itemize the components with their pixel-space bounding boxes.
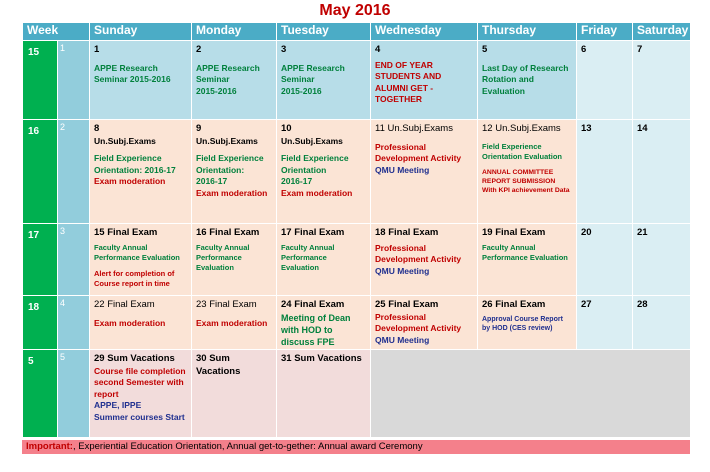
- event-text: QMU Meeting: [375, 164, 430, 175]
- day-cell: [371, 41, 478, 120]
- week-number: 17: [23, 224, 58, 296]
- week-index: 2: [58, 120, 90, 224]
- event-text: ANNUAL COMMITTEE REPORT SUBMISSION: [482, 169, 556, 186]
- event-text: Un.Subj.Exams: [196, 135, 258, 146]
- day-date: 6: [581, 44, 587, 55]
- day-date: 18 Final Exam: [375, 227, 439, 238]
- day-date: 26 Final Exam: [482, 299, 546, 310]
- day-date: 3: [281, 44, 287, 55]
- event-text: 2016-17: [281, 176, 313, 187]
- event-text: END OF YEAR STUDENTS AND ALUMNI GET - TOGETHER: [375, 59, 442, 105]
- event-text: 2016-17: [196, 176, 228, 187]
- header-saturday: Saturday: [633, 23, 691, 41]
- week-row: [23, 350, 691, 438]
- day-cell: [90, 296, 192, 350]
- day-date: 2: [196, 44, 202, 55]
- day-cell: [371, 224, 478, 296]
- day-date: 7: [637, 44, 643, 55]
- day-cell: [90, 224, 192, 296]
- day-cell: [478, 41, 577, 120]
- day-cell: [577, 41, 633, 120]
- day-date: 19 Final Exam: [482, 227, 546, 238]
- day-date: 27: [581, 299, 592, 310]
- day-cell: [633, 41, 691, 120]
- event-text: QMU Meeting: [375, 265, 430, 276]
- event-text: Field Experience Orientation: 2016-17: [94, 153, 176, 175]
- day-date: 13: [581, 123, 592, 134]
- day-date: 25 Final Exam: [375, 299, 439, 310]
- day-cell: [277, 350, 371, 438]
- day-date: 1: [94, 44, 100, 55]
- day-date: 22 Final Exam: [94, 299, 155, 310]
- day-cell: [192, 350, 277, 438]
- event-text: APPE Research Seminar: [196, 62, 260, 85]
- day-cell: [277, 120, 371, 224]
- day-date: 9: [196, 123, 202, 134]
- header-tuesday: Tuesday: [277, 23, 371, 41]
- event-text: Field Experience Orientation: [281, 153, 349, 175]
- header-friday: Friday: [577, 23, 633, 41]
- week-row: [23, 41, 691, 120]
- event-text: APPE Research Seminar: [281, 62, 345, 85]
- header-monday: Monday: [192, 23, 277, 41]
- event-text: Alert for completion of Course report in time: [94, 269, 175, 289]
- week-row: [23, 120, 691, 224]
- event-text: Faculty Annual Performance Evaluation: [281, 242, 335, 273]
- week-row: [23, 296, 691, 350]
- week-row: [23, 224, 691, 296]
- event-text: Exam moderation: [281, 187, 353, 198]
- day-date: 10: [281, 123, 292, 134]
- day-date: 15 Final Exam: [94, 227, 158, 238]
- week-index: 3: [58, 224, 90, 296]
- day-cell: [192, 120, 277, 224]
- header-sunday: Sunday: [90, 23, 192, 41]
- day-date: 14: [637, 123, 648, 134]
- header-row: [23, 23, 691, 41]
- week-number: 18: [23, 296, 58, 350]
- day-cell: [90, 41, 192, 120]
- header-thursday: Thursday: [478, 23, 577, 41]
- day-cell: [478, 296, 577, 350]
- event-text: Summer courses Start: [94, 411, 185, 422]
- day-cell: [277, 296, 371, 350]
- day-cell: [478, 120, 577, 224]
- day-date: 28: [637, 299, 648, 310]
- week-index: 5: [58, 350, 90, 438]
- event-text: Un.Subj.Exams: [94, 135, 156, 146]
- day-date: 12 Un.Subj.Exams: [482, 123, 561, 134]
- day-cell: [192, 296, 277, 350]
- day-date: 21: [637, 227, 648, 238]
- event-text: Exam moderation: [94, 176, 166, 187]
- event-text: APPE Research Seminar 2015-2016: [94, 62, 171, 85]
- event-text: Last Day of Research Rotation and Evaluation: [482, 62, 569, 96]
- day-date: 30 Sum Vacations: [196, 353, 241, 377]
- footer-note: [22, 440, 690, 454]
- event-text: Exam moderation: [196, 317, 268, 328]
- calendar-title: May 2016: [319, 2, 391, 19]
- event-text: Field Experience Orientation Evaluation: [482, 141, 563, 161]
- day-cell: [633, 224, 691, 296]
- event-text: 2015-2016: [281, 85, 322, 96]
- event-text: Exam moderation: [94, 317, 166, 328]
- day-cell: [192, 41, 277, 120]
- day-cell: [577, 224, 633, 296]
- day-date: 4: [375, 44, 381, 55]
- week-index: 1: [58, 41, 90, 120]
- day-date: 29 Sum Vacations: [94, 353, 175, 364]
- day-date: 17 Final Exam: [281, 227, 345, 238]
- day-cell: [90, 350, 192, 438]
- day-cell: [577, 296, 633, 350]
- week-number: 5: [23, 350, 58, 438]
- footer-text: , Experiential Education Orientation, Annual get-to-gether: Annual award Ceremony: [72, 441, 423, 452]
- day-cell: [633, 296, 691, 350]
- event-text: Professional Development Activity: [375, 311, 462, 334]
- event-text: QMU Meeting: [375, 334, 430, 345]
- event-text: Field Experience Orientation:: [196, 153, 264, 175]
- day-cell: [577, 120, 633, 224]
- event-text: Meeting of Dean with HOD to discuss FPE: [281, 312, 351, 348]
- header-wednesday: Wednesday: [371, 23, 478, 41]
- week-number: 16: [23, 120, 58, 224]
- event-text: APPE, IPPE: [94, 400, 142, 411]
- event-text: Professional Development Activity: [375, 242, 462, 265]
- event-text: Un.Subj.Exams: [281, 135, 343, 146]
- day-date: 16 Final Exam: [196, 227, 260, 238]
- day-date: 11 Un.Subj.Exams: [375, 123, 453, 134]
- day-cell: [277, 224, 371, 296]
- week-index: 4: [58, 296, 90, 350]
- event-text: 2015-2016: [196, 85, 237, 96]
- day-cell: [90, 120, 192, 224]
- empty-cell: [371, 350, 691, 438]
- event-text: With KPI achievement Data: [482, 187, 570, 195]
- day-cell: [277, 41, 371, 120]
- day-cell: [371, 296, 478, 350]
- day-date: 20: [581, 227, 592, 238]
- footer-label: Important:: [26, 441, 73, 452]
- day-cell: [633, 120, 691, 224]
- event-text: Course file completion second Semester with report: [94, 365, 186, 399]
- day-cell: [192, 224, 277, 296]
- day-date: 5: [482, 44, 488, 55]
- day-cell: [478, 224, 577, 296]
- calendar-table: [22, 22, 691, 438]
- day-cell: [371, 120, 478, 224]
- day-date: 23 Final Exam: [196, 299, 257, 310]
- event-text: Professional Development Activity: [375, 141, 462, 164]
- day-date: 24 Final Exam: [281, 299, 345, 310]
- event-text: Faculty Annual Performance Evaluation: [482, 242, 568, 262]
- week-number: 15: [23, 41, 58, 120]
- day-date: 31 Sum Vacations: [281, 353, 362, 364]
- header-week: Week: [23, 23, 90, 41]
- event-text: Exam moderation: [196, 187, 268, 198]
- event-text: Faculty Annual Performance Evaluation: [94, 242, 180, 262]
- event-text: Faculty Annual Performance Evaluation: [196, 242, 250, 273]
- day-date: 8: [94, 123, 100, 134]
- event-text: Approval Course Report by HOD (CES review): [482, 315, 563, 333]
